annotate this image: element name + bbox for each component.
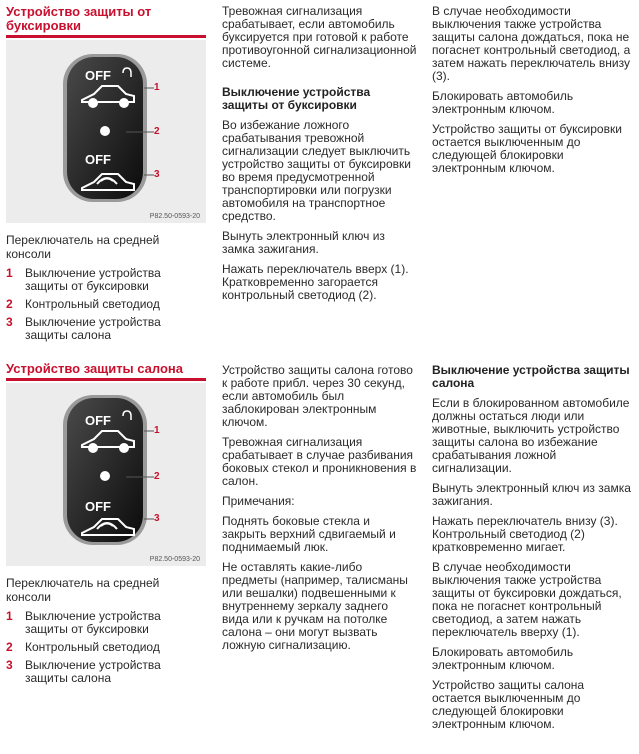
figure-console-switch-2 bbox=[6, 383, 206, 566]
paragraph: Во избежание ложного срабатывания тревожной сигнализации следует выключить устройство защиты от буксировки во время предусмотренной транспортировки или погрузки автомобиля на транспортное средство. bbox=[222, 118, 411, 223]
callout-1: 1 bbox=[154, 82, 160, 93]
paragraph: Вынуть электронный ключ из замка зажигания. bbox=[222, 229, 385, 256]
legend-text: Выключение устройства защиты салона bbox=[25, 315, 161, 342]
off-label-top-2: OFF bbox=[85, 413, 111, 428]
figure-code-1: P82.50-0593-20 bbox=[149, 213, 200, 220]
legend-number: 2 bbox=[6, 640, 13, 654]
legend-item bbox=[6, 298, 196, 311]
paragraph: Устройство защиты от буксировки остается выключенным до следующей блокировки электронным ключом. bbox=[432, 122, 622, 175]
section1-column2 bbox=[222, 5, 417, 309]
paragraph: Тревожная сигнализация срабатывает, если автомобиль буксируется при готовой к работе противоугонной сигнализационной системе. bbox=[222, 4, 417, 70]
section2-column3 bbox=[432, 360, 632, 738]
legend-1 bbox=[6, 267, 196, 347]
section1-heading: Устройство защиты от буксировки bbox=[6, 4, 152, 33]
off-label-bottom-1: OFF bbox=[85, 152, 111, 167]
legend-number: 1 bbox=[6, 609, 13, 623]
paragraph: Нажать переключатель внизу (3). Контрольный светодиод (2) кратковременно мигает. bbox=[432, 514, 618, 554]
legend-item bbox=[6, 659, 196, 685]
legend-2 bbox=[6, 610, 196, 690]
paragraph: В случае необходимости выключения также устройства защиты салона дождаться, пока не погаснет контрольный светодиод, а затем нажать переключатель внизу (3). bbox=[432, 4, 631, 83]
section2-heading: Устройство защиты салона bbox=[6, 361, 183, 376]
led-indicator-icon bbox=[100, 471, 110, 481]
paragraph: Не оставлять какие-либо предметы (например, талисманы или вешалки) подвешенными к внутреннему зеркалу заднего вида или к ручкам на потолке салона – они могут вызвать ложную сигнализацию. bbox=[222, 560, 408, 652]
callout-1: 1 bbox=[154, 425, 160, 436]
legend-item bbox=[6, 267, 196, 293]
legend-number: 1 bbox=[6, 266, 13, 280]
legend-text: Выключение устройства защиты от буксировки bbox=[25, 609, 161, 636]
paragraph: Вынуть электронный ключ из замка зажигания. bbox=[432, 481, 631, 508]
figure-code-2: P82.50-0593-20 bbox=[149, 556, 200, 563]
figure-console-switch-1 bbox=[6, 40, 206, 223]
paragraph: Устройство защиты салона готово к работе прибл. через 30 секунд, если автомобиль был заблокирован электронным ключом. bbox=[222, 363, 413, 429]
legend-number: 3 bbox=[6, 658, 13, 672]
legend-item bbox=[6, 610, 196, 636]
paragraph: Примечания: bbox=[222, 494, 295, 508]
paragraph: Если в блокированном автомобиле должны остаться люди или животные, выключить устройство защиты салона во избежание срабатывания ложной сигнализации. bbox=[432, 396, 630, 475]
paragraph: Блокировать автомобиль электронным ключом. bbox=[432, 89, 574, 116]
paragraph: Тревожная сигнализация срабатывает в случае разбивания боковых стекол и проникновения в салон. bbox=[222, 435, 417, 488]
caption-1: Переключатель на средней консоли bbox=[6, 233, 160, 261]
caption-2: Переключатель на средней консоли bbox=[6, 576, 160, 604]
subheading: Выключение устройства защиты от буксировки bbox=[222, 85, 371, 112]
legend-number: 3 bbox=[6, 315, 13, 329]
legend-item bbox=[6, 641, 196, 654]
legend-text: Контрольный светодиод bbox=[25, 297, 160, 311]
section1-rule bbox=[6, 35, 206, 38]
subheading: Выключение устройства защиты салона bbox=[432, 363, 630, 390]
off-label-top-1: OFF bbox=[85, 68, 111, 83]
paragraph: Нажать переключатель вверх (1). Кратковременно загорается контрольный светодиод (2). bbox=[222, 262, 409, 302]
paragraph: Поднять боковые стекла и закрыть верхний сдвигаемый и поднимаемый люк. bbox=[222, 514, 396, 554]
legend-text: Выключение устройства защиты от буксировки bbox=[25, 266, 161, 293]
switch-illustration-2 bbox=[6, 383, 206, 566]
section2-column2 bbox=[222, 364, 417, 659]
legend-text: Контрольный светодиод bbox=[25, 640, 160, 654]
legend-number: 2 bbox=[6, 297, 13, 311]
off-label-bottom-2: OFF bbox=[85, 499, 111, 514]
paragraph: Блокировать автомобиль электронным ключом. bbox=[432, 645, 574, 672]
legend-text: Выключение устройства защиты салона bbox=[25, 658, 161, 685]
callout-2: 2 bbox=[154, 126, 160, 137]
callout-3: 3 bbox=[154, 513, 160, 524]
paragraph: В случае необходимости выключения также устройства защиты от буксировки дождаться, пока не погаснет контрольный светодиод, а затем нажать переключатель вверху (1). bbox=[432, 560, 622, 639]
callout-2: 2 bbox=[154, 471, 160, 482]
section2-rule bbox=[6, 378, 206, 381]
callout-3: 3 bbox=[154, 169, 160, 180]
led-indicator-icon bbox=[100, 126, 110, 136]
paragraph: Устройство защиты салона остается выключенным до следующей блокировки электронным ключом. bbox=[432, 678, 585, 731]
legend-item bbox=[6, 316, 196, 342]
section1-column3 bbox=[432, 5, 632, 182]
